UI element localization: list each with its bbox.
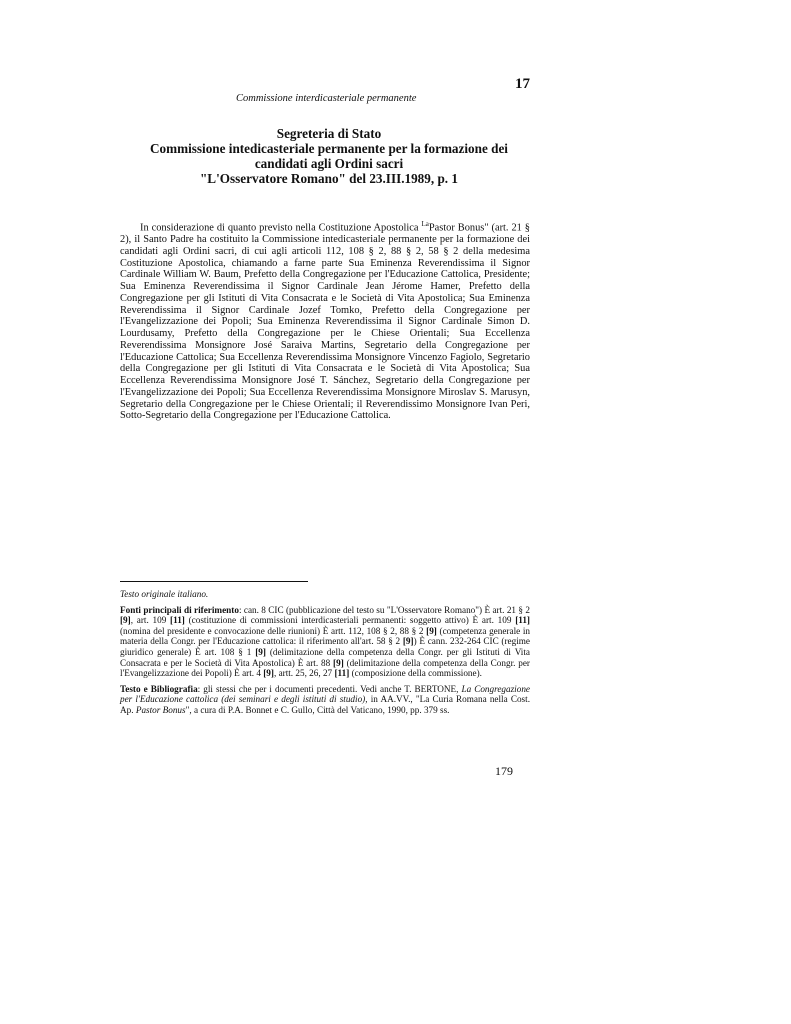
bibliography-text: in AA.VV., "La Curia Romana nella Cost. Ap. (120, 694, 530, 715)
body-text-start: In considerazione di quanto previsto nella Costituzione Apostolica (140, 222, 422, 234)
ref-9: [9] (402, 636, 414, 647)
fonti-text: : can. 8 CIC (pubblicazione del testo su "L'Osservatore Romano") È art. 21 § 2 (238, 604, 530, 615)
ref-11: [11] (334, 668, 350, 679)
bibliography-title: Pastor Bonus (135, 704, 186, 715)
fonti-text: ) È cann. 232-264 CIC (regime giuridico generale) È art. 108 § 1 (120, 636, 530, 657)
bibliography-note (120, 684, 530, 716)
fonti-text: (costituzione di commissioni interdicasteriali permanenti: soggetto attivo) È art. 109 (184, 615, 516, 626)
body-paragraph (120, 219, 530, 422)
footnote-rule (120, 581, 308, 582)
running-header: Commissione interdicasteriale permanente (236, 93, 417, 104)
bibliography-text: : gli stessi che per i documenti precedenti. Vedi anche T. BERTONE, (197, 683, 462, 694)
symbol-glyph: La (421, 220, 429, 228)
fonti-text: (competenza generale in materia della Congr. per l'Educazione cattolica: il riferimento all'art. 58 § 2 (120, 625, 530, 647)
fonti-text: (nomina del presidente e convocazione delle riunioni) È artt. 112, 108 § 2, 88 § 2 (120, 625, 427, 636)
title-line-2: Commissione intedicasteriale permanente per la formazione dei (150, 141, 508, 156)
title-line-3: candidati agli Ordini sacri (254, 156, 404, 171)
fonti-text: , art. 109 (130, 615, 171, 626)
fonti-note (120, 605, 530, 679)
title-line-4: "L'Osservatore Romano" del 23.III.1989, p. 1 (199, 171, 458, 186)
ref-9: [9] (255, 646, 266, 657)
title-line-1: Segreteria di Stato (276, 126, 382, 141)
ref-9: [9] (120, 615, 131, 626)
bibliography-label: Testo e Bibliografia (120, 683, 198, 694)
bibliography-title: La Congregazione per l'Educazione cattolica (dei seminari e degli istituti di studio), (120, 683, 531, 705)
fonti-text: , artt. 25, 26, 27 (273, 668, 335, 679)
fonti-label: Fonti principali di riferimento (120, 604, 239, 615)
fonti-text: (composizione della commissione). (349, 668, 482, 679)
ref-11: [11] (515, 615, 530, 626)
page-number-bottom: 179 (495, 764, 513, 778)
fonti-text: (delimitazione della competenza della Congr. per l'Evangelizzazione dei Popoli) È art. 4 (120, 657, 530, 679)
ref-9: [9] (333, 657, 344, 668)
fonti-text: (delimitazione della competenza della Congr. per gli Istituti di Vita Consacrata e per le Società di Vita Apostolica) È art. 88 (120, 646, 530, 668)
bibliography-text: ", a cura di P.A. Bonnet e C. Gullo, Città del Vaticano, 1990, pp. 379 ss. (185, 704, 450, 715)
ref-9: [9] (263, 668, 274, 679)
ref-9: [9] (426, 625, 437, 636)
original-text-note: Testo originale italiano. (120, 589, 209, 599)
body-text (120, 219, 530, 422)
ref-11: [11] (170, 615, 185, 626)
document-title (120, 126, 538, 186)
page-number-top: 17 (515, 76, 530, 92)
body-text-rest: Pastor Bonus" (art. 21 § 2), il Santo Padre ha costituito la Commissione intedicasteriale permanente per la formazione dei candidati agli Ordini sacri, di cui agli articoli 112, 108 § 2, 88 § 2, 58 § 2 della medesima Costituzione Apostolica, chiamando a farne parte Sua Eminenza Reverendissima il Signor Cardinale William W. Baum, Prefetto della Congregazione per l'Educazione Cattolica, Presidente; Sua Eminenza Reverendissima il Signor Cardinale Jean Jérome Hamer, Prefetto della Congregazione per gli Istituti di Vita Consacrata e le Società di Vita Apostolica; Sua Eminenza Reverendissima il Signor Cardinale Jozef Tomko, Prefetto della Congregazione per l'Evangelizzazione dei Popoli; Sua Eminenza Reverendissima il Signor Cardinale Simon D. Lourdusamy, Prefetto della Congregazione per le Chiese Orientali; Sua Eccellenza Reverendissima Monsignore José Saraiva Martins, Segretario della Congregazione per l'Educazione Cattolica; Sua Eccellenza Reverendissima Monsignore Vincenzo Fagiolo, Segretario della Congregazione per gli Istituti di Vita Consacrata e le Società di Vita Apostolica; Sua Eccellenza Reverendissima Monsignore José T. Sánchez, Segretario della Congregazione per l'Evangelizzazione dei Popoli; Sua Eccellenza Reverendissima Monsignore Miroslav S. Marusyn, Segretario della Congregazione per le Chiese Orientali; il Reverendissimo Monsignore Ivan Peri, Sotto-Segretario della Congregazione per l'Educazione Cattolica. (120, 222, 530, 422)
footnotes (120, 589, 530, 721)
